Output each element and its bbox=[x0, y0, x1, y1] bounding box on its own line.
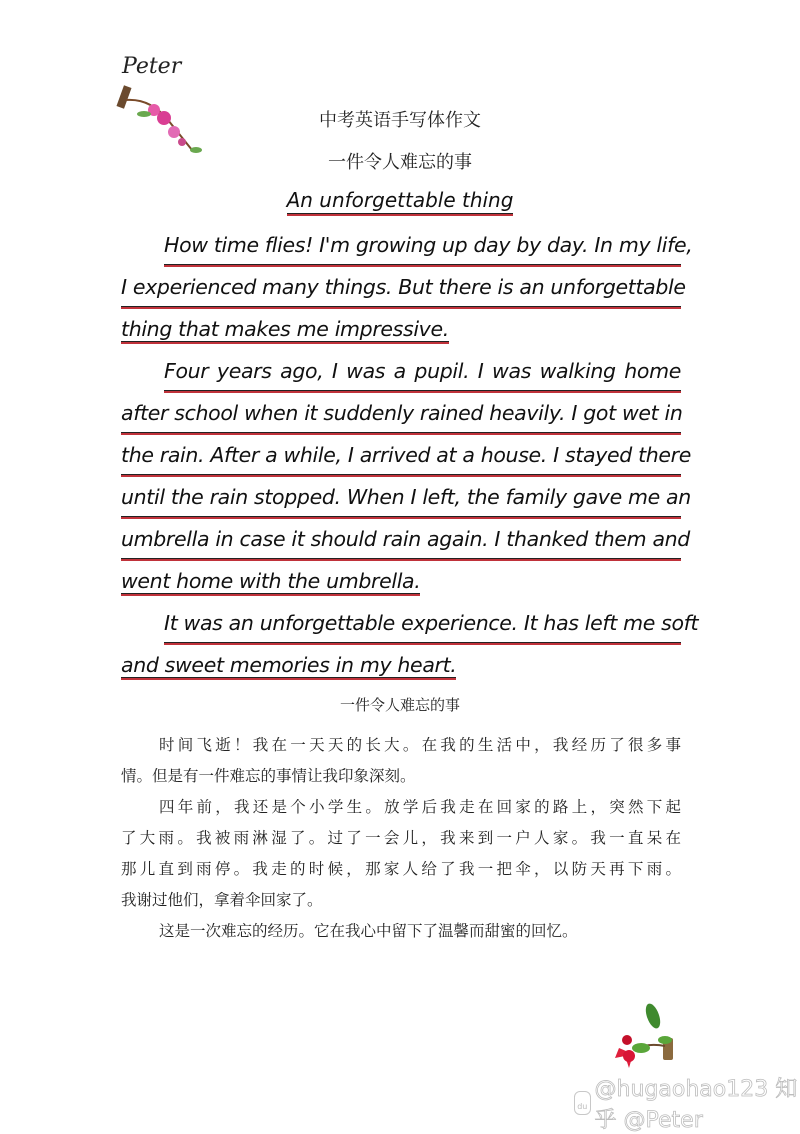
essay-line-text: until the rain stopped. When I left, the family gave me an bbox=[121, 478, 681, 517]
logo-text: Peter bbox=[122, 54, 182, 79]
essay-line-text: the rain. After a while, I arrived at a house. I stayed there bbox=[121, 436, 681, 475]
essay-line-text: I experienced many things. But there is an unforgettable bbox=[121, 268, 681, 307]
essay-line-text: It was an unforgettable experience. It has left me soft bbox=[164, 604, 681, 643]
translation-line-text: 我谢过他们，拿着伞回家了。 bbox=[121, 891, 323, 909]
essay-line-text: How time flies! I'm growing up day by day. In my life, bbox=[164, 226, 681, 265]
essay-line bbox=[121, 268, 686, 310]
translation-line bbox=[121, 792, 681, 823]
english-essay bbox=[121, 226, 699, 688]
peter-logo bbox=[110, 50, 210, 160]
translation-line bbox=[121, 823, 681, 854]
essay-line bbox=[121, 226, 693, 268]
translation-line bbox=[121, 730, 681, 761]
essay-line bbox=[121, 352, 681, 394]
translation-line bbox=[121, 885, 681, 916]
translation-line bbox=[121, 916, 681, 947]
translation-line bbox=[121, 761, 681, 792]
document-title-cn: 中考英语手写体作文 bbox=[319, 110, 481, 131]
translation-line-text: 这是一次难忘的经历。它在我心中留下了温馨而甜蜜的回忆。 bbox=[159, 922, 578, 940]
essay-line-text: went home with the umbrella. bbox=[121, 569, 421, 593]
essay-line bbox=[121, 520, 690, 562]
baidu-paw-icon: du bbox=[574, 1091, 591, 1115]
translation-line-text: 四年前，我还是个小学生。放学后我走在回家的路上，突然下起 bbox=[159, 798, 681, 816]
essay-title-cn: 一件令人难忘的事 bbox=[328, 152, 472, 173]
translation-line-text: 那儿直到雨停。我走的时候，那家人给了我一把伞，以防天再下雨。 bbox=[121, 860, 681, 878]
watermark-text: @hugaohao123 知乎 @Peter bbox=[594, 1077, 798, 1133]
chinese-translation bbox=[121, 730, 681, 947]
essay-title-en-text: An unforgettable thing bbox=[286, 188, 514, 212]
translation-line-text: 了大雨。我被雨淋湿了。过了一会儿，我来到一户人家。我一直呆在 bbox=[121, 829, 681, 847]
essay-line-text: Four years ago, I was a pupil. I was walking home bbox=[164, 352, 681, 391]
essay-line-text: umbrella in case it should rain again. I thanked them and bbox=[121, 520, 681, 559]
essay-line bbox=[121, 478, 691, 520]
watermark bbox=[574, 1077, 800, 1133]
translation-title: 一件令人难忘的事 bbox=[339, 696, 460, 714]
essay-line bbox=[121, 562, 681, 604]
translation-line-text: 情。但是有一件难忘的事情让我印象深刻。 bbox=[121, 767, 416, 785]
essay-line bbox=[121, 310, 681, 352]
essay-line-text: and sweet memories in my heart. bbox=[121, 653, 457, 677]
red-flower-branch-icon bbox=[605, 998, 685, 1078]
peach-blossom-branch-icon bbox=[110, 50, 210, 160]
translation-line bbox=[121, 854, 681, 885]
essay-line bbox=[121, 436, 692, 478]
essay-title-en bbox=[0, 188, 800, 212]
essay-line-text: thing that makes me impressive. bbox=[121, 317, 449, 341]
essay-line-text: after school when it suddenly rained heavily. I got wet in bbox=[121, 394, 681, 433]
translation-line-text: 时间飞逝！我在一天天的长大。在我的生活中，我经历了很多事 bbox=[159, 736, 681, 754]
essay-line bbox=[121, 394, 681, 436]
essay-line bbox=[121, 604, 699, 646]
essay-line bbox=[121, 646, 681, 688]
